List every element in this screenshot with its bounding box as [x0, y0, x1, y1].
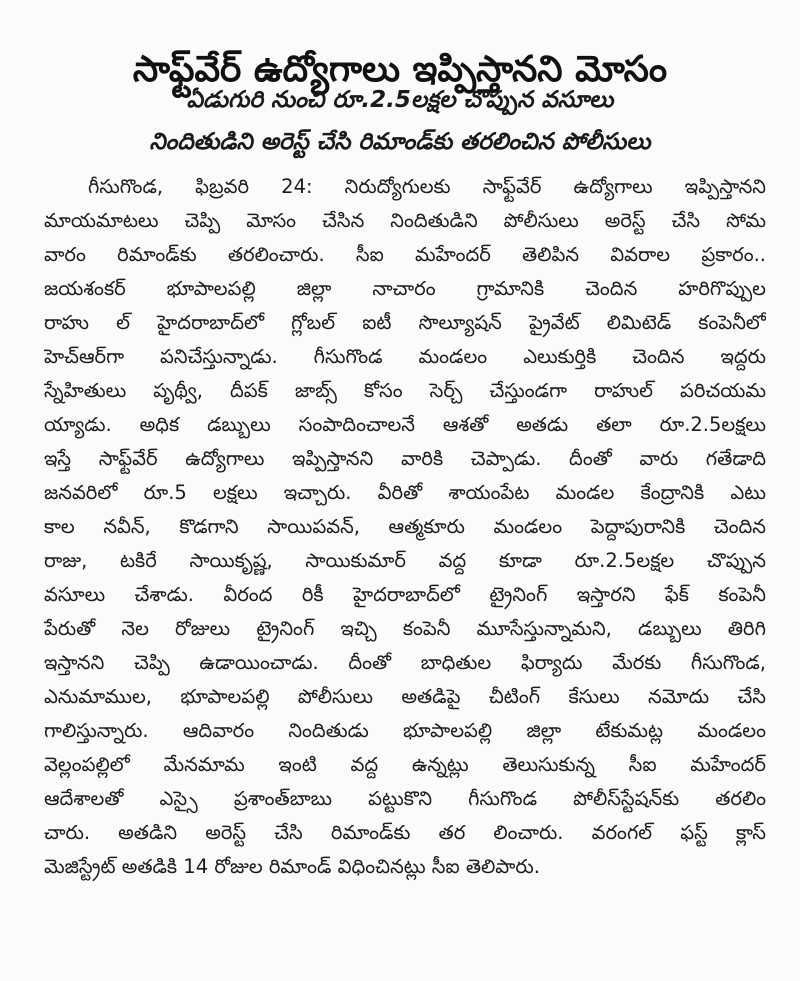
article-headline: సాఫ్ట్‌వేర్ ఉద్యోగాలు ఇప్పిస్తానని మోసం — [132, 49, 668, 91]
body-line: హెచ్‌ఆర్‌గా పనిచేస్తున్నాడు. గీసుగొండ మండలం ఎలుకుర్తికి చెందిన ఇద్దరు — [44, 345, 766, 368]
body-line: గాలిస్తున్నారు. ఆదివారం నిందితుడు భూపాలపల్లి జిల్లా టేకుమట్ల మండలం — [44, 719, 766, 742]
body-line: ఇస్తానని చెప్పి ఉడాయించాడు. దీంతో బాధితుల ఫిర్యాదు మేరకు గీసుగొండ, — [44, 651, 766, 674]
body-line: వసూలు చేశాడు. వీరంద రికీ హైదరాబాద్‌లో ట్రైనింగ్ ఇస్తారని ఫేక్ కంపెనీ — [44, 583, 766, 606]
body-line: రాజు, టకిరే సాయికృష్ణ, సాయికుమార్ వద్ద కూడా రూ.2.5లక్షల చొప్పున — [44, 549, 766, 572]
body-line: య్యాడు. అధిక డబ్బులు సంపాదించాలనే ఆశతో అతడు తలా రూ.2.5లక్షలు — [44, 413, 766, 436]
body-line: పేరుతో నెల రోజులు ట్రైనింగ్ ఇచ్చి కంపెనీ మూసేస్తున్నామని, డబ్బులు తిరిగి — [44, 617, 766, 640]
article-subheading-1: ఏడుగురి నుంచి రూ.2.5లక్షల చొప్పున వసూలు — [186, 87, 614, 113]
body-line: కాల నవీన్, కొడగాని సాయిపవన్, ఆత్మకూరు మండలం పెద్దాపురానికి చెందిన — [44, 515, 766, 538]
body-line: రాహు ల్ హైదరాబాద్‌లో గ్లోబల్ ఐటీ సొల్యూషన్ ప్రైవేట్ లిమిటెడ్ కంపెనీలో — [44, 311, 766, 334]
article-body — [44, 170, 766, 884]
body-line: ఇస్తే సాఫ్ట్‌వేర్ ఉద్యోగాలు ఇప్పిస్తానని వారికి చెప్పాడు. దీంతో వారు గతేడాది — [44, 447, 766, 470]
body-line: జనవరిలో రూ.5 లక్షలు ఇచ్చారు. వీరితో శాయంపేట మండల కేంద్రానికి ఎటు — [44, 481, 766, 504]
body-line: వారం రిమాండ్‌కు తరలించారు. సీఐ మహేందర్ తెలిపిన వివరాల ప్రకారం.. — [44, 243, 766, 266]
body-line: చారు. అతడిని అరెస్ట్ చేసి రిమాండ్‌కు తర లించారు. వరంగల్ ఫస్ట్ క్లాస్ — [44, 821, 766, 844]
body-line: జయశంకర్ భూపాలపల్లి జిల్లా నాచారం గ్రామానికి చెందిన హరిగొప్పుల — [44, 277, 766, 300]
article-subheading-2: నిందితుడిని అరెస్ట్ చేసి రిమాండ్‌కు తరలించిన పోలీసులు — [149, 129, 651, 155]
body-line: ఆదేశాలతో ఎస్సై ప్రశాంత్‌బాబు పట్టుకొని గీసుగొండ పోలీస్‌స్టేషన్‌కు తరలిం — [44, 787, 766, 810]
cropped-previous-article-edge — [0, 0, 800, 10]
body-line: స్నేహితులు పృథ్వీ, దీపక్ జాబ్స్ కోసం సెర్చ్ చేస్తుండగా రాహుల్ పరిచయమ — [44, 379, 766, 402]
body-line: ఎనుమాముల, భూపాలపల్లి పోలీసులు అతడిపై చీటింగ్ కేసులు నమోదు చేసి — [44, 685, 766, 708]
body-line: వెల్లంపల్లిలో మేనమామ ఇంటి వద్ద ఉన్నట్లు తెలుసుకున్న సీఐ మహేందర్ — [44, 753, 766, 776]
body-line: మాయమాటలు చెప్పి మోసం చేసిన నిందితుడిని పోలీసులు అరెస్ట్ చేసి సోమ — [44, 209, 766, 232]
body-line: మెజిస్ట్రేట్ అతడికి 14 రోజుల రిమాండ్ విధించినట్లు సీఐ తెలిపారు. — [44, 855, 540, 878]
body-line: గీసుగొండ, ఫిబ్రవరి 24: నిరుద్యోగులకు సాఫ్ట్‌వేర్ ఉద్యోగాలు ఇప్పిస్తానని — [88, 175, 766, 198]
